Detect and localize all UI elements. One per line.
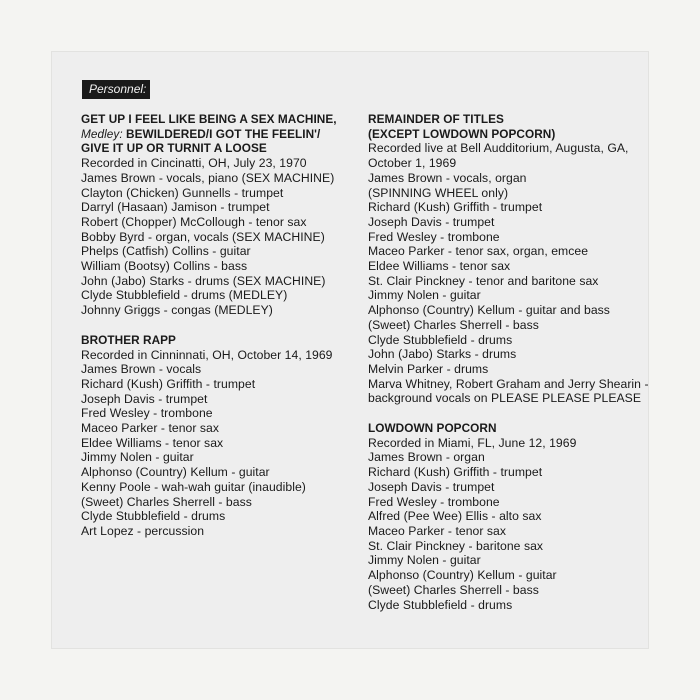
personnel-line: (Sweet) Charles Sherrell - bass <box>81 494 252 509</box>
personnel-line: St. Clair Pinckney - tenor and baritone sax <box>368 273 599 288</box>
personnel-line: Clyde Stubblefield - drums (MEDLEY) <box>81 288 288 303</box>
personnel-list <box>368 436 644 612</box>
personnel-line: Richard (Kush) Griffith - trumpet <box>81 376 256 391</box>
personnel-line: Recorded in Cinninnati, OH, October 14, 1969 <box>81 347 333 362</box>
personnel-line: Richard (Kush) Griffith - trumpet <box>368 465 543 480</box>
personnel-line: Darryl (Hasaan) Jamison - trumpet <box>81 200 270 215</box>
personnel-line: Melvin Parker - drums <box>368 361 489 376</box>
personnel-list <box>368 141 649 406</box>
personnel-line: Jimmy Nolen - guitar <box>368 553 481 568</box>
personnel-line: October 1, 1969 <box>368 156 457 171</box>
personnel-line: (SPINNING WHEEL only) <box>368 185 509 200</box>
personnel-line: Fred Wesley - trombone <box>368 494 500 509</box>
personnel-line: Johnny Griggs - congas (MEDLEY) <box>81 303 273 318</box>
section-title: BROTHER RAPP <box>81 332 176 347</box>
personnel-line: (Sweet) Charles Sherrell - bass <box>368 582 539 597</box>
personnel-line: Alphonso (Country) Kellum - guitar and bass <box>368 303 610 318</box>
personnel-line: Alphonso (Country) Kellum - guitar <box>368 568 557 583</box>
personnel-list <box>81 156 343 318</box>
right-column <box>368 112 649 627</box>
personnel-line: Fred Wesley - trombone <box>81 406 213 421</box>
personnel-line: John (Jabo) Starks - drums <box>368 347 517 362</box>
personnel-line: Eldee Williams - tenor sax <box>81 435 224 450</box>
medley-prefix: Medley: <box>81 126 123 141</box>
personnel-line: Art Lopez - percussion <box>81 523 205 538</box>
personnel-line: Bobby Byrd - organ, vocals (SEX MACHINE) <box>81 229 325 244</box>
medley-titles: BEWILDERED/I GOT THE FEELIN'/ <box>126 126 321 141</box>
section-title: REMAINDER OF TITLES <box>368 112 504 126</box>
section-remainder-of-titles <box>368 112 649 406</box>
personnel-line: Jimmy Nolen - guitar <box>81 450 194 465</box>
personnel-line: Maceo Parker - tenor sax <box>368 523 507 538</box>
personnel-line: Clyde Stubblefield - drums <box>368 597 513 612</box>
personnel-line: Clyde Stubblefield - drums <box>368 332 513 347</box>
personnel-line: James Brown - vocals, organ <box>368 170 527 185</box>
personnel-line: St. Clair Pinckney - baritone sax <box>368 538 544 553</box>
personnel-line: Fred Wesley - trombone <box>368 229 500 244</box>
personnel-line: Phelps (Catfish) Collins - guitar <box>81 244 251 259</box>
personnel-line: Maceo Parker - tenor sax <box>81 421 220 436</box>
personnel-line: Recorded in Cincinatti, OH, July 23, 1970 <box>81 156 307 171</box>
personnel-line: John (Jabo) Starks - drums (SEX MACHINE) <box>81 273 326 288</box>
personnel-line: (Sweet) Charles Sherrell - bass <box>368 317 539 332</box>
personnel-line: James Brown - vocals <box>81 362 202 377</box>
personnel-line: Richard (Kush) Griffith - trumpet <box>368 200 543 215</box>
section-title: LOWDOWN POPCORN <box>368 421 497 436</box>
personnel-line: Kenny Poole - wah-wah guitar (inaudible) <box>81 479 306 494</box>
personnel-line: Clyde Stubblefield - drums <box>81 509 226 524</box>
personnel-line: Joseph Davis - trumpet <box>81 391 208 406</box>
personnel-line: Maceo Parker - tenor sax, organ, emcee <box>368 244 589 259</box>
section-sex-machine <box>81 112 343 318</box>
personnel-line: Marva Whitney, Robert Graham and Jerry Shearin - <box>368 376 649 391</box>
personnel-line: background vocals on PLEASE PLEASE PLEASE <box>368 391 642 406</box>
personnel-line: James Brown - vocals, piano (SEX MACHINE) <box>81 170 335 185</box>
personnel-line: Jimmy Nolen - guitar <box>368 288 481 303</box>
personnel-line: Clayton (Chicken) Gunnells - trumpet <box>81 185 284 200</box>
personnel-list <box>81 348 343 539</box>
personnel-line: Recorded in Miami, FL, June 12, 1969 <box>368 435 577 450</box>
section-lowdown-popcorn <box>368 421 644 612</box>
personnel-line: William (Bootsy) Collins - bass <box>81 259 248 274</box>
personnel-line: Recorded live at Bell Audditorium, Augusta, GA, <box>368 141 629 156</box>
section-title-medley <box>81 127 343 142</box>
personnel-line: Alphonso (Country) Kellum - guitar <box>81 465 270 480</box>
personnel-line: Eldee Williams - tenor sax <box>368 259 511 274</box>
section-brother-rapp <box>81 333 343 539</box>
left-column <box>81 112 343 554</box>
section-title: GIVE IT UP OR TURNIT A LOOSE <box>81 141 267 156</box>
liner-notes-page <box>52 52 648 648</box>
personnel-line: Joseph Davis - trumpet <box>368 214 495 229</box>
personnel-line: Joseph Davis - trumpet <box>368 479 495 494</box>
section-title: (EXCEPT LOWDOWN POPCORN) <box>368 126 556 141</box>
personnel-label: Personnel: <box>82 80 150 99</box>
personnel-line: Alfred (Pee Wee) Ellis - alto sax <box>368 509 542 524</box>
section-title: GET UP I FEEL LIKE BEING A SEX MACHINE, <box>81 112 337 126</box>
personnel-line: James Brown - organ <box>368 450 485 465</box>
personnel-line: Robert (Chopper) McCollough - tenor sax <box>81 214 307 229</box>
